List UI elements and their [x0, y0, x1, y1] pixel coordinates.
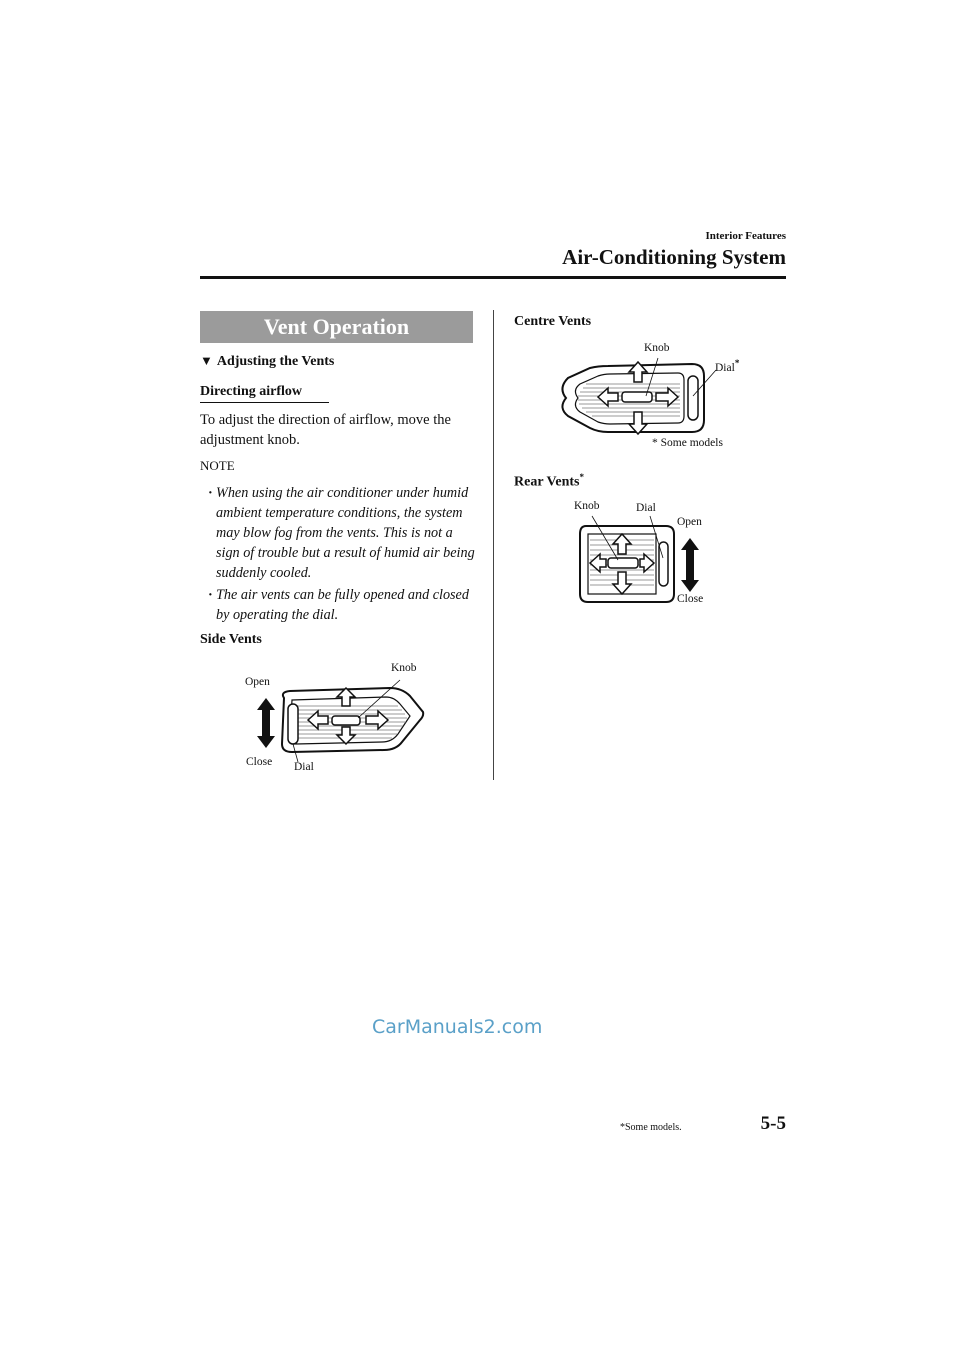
- knob-label: Knob: [644, 342, 670, 354]
- triangle-marker-icon: ▼: [200, 353, 213, 368]
- section-banner: Vent Operation: [200, 311, 473, 343]
- page-number: 5-5: [760, 1113, 786, 1134]
- header-section: Interior Features: [705, 230, 786, 242]
- sub-subheading-underline: [200, 402, 329, 403]
- knob-label: Knob: [391, 662, 417, 674]
- rear-vents-title-text: Rear Vents: [514, 474, 580, 490]
- note-label: NOTE: [200, 458, 235, 473]
- subheading-text: Adjusting the Vents: [216, 354, 335, 369]
- rear-vents-figure: [570, 498, 720, 610]
- note-item: [208, 483, 478, 583]
- centre-vents-title: Centre Vents: [514, 314, 592, 329]
- note-text: When using the air conditioner under humid ambient temperature conditions, the system may blow fog from the vents. This is not a sign of trouble but a result of humid air being suddenly cooled.: [216, 485, 475, 581]
- asterisk-mark: *: [734, 358, 740, 368]
- note-text: The air vents can be fully opened and closed by operating the dial.: [216, 587, 469, 623]
- dial-label: Dial: [294, 761, 314, 773]
- close-label: Close: [246, 756, 273, 768]
- open-label: Open: [677, 516, 702, 528]
- bullet-icon: ·: [208, 587, 213, 603]
- rear-vents-title: [514, 472, 584, 491]
- knob-label: Knob: [574, 500, 600, 512]
- asterisk-mark: *: [579, 472, 584, 482]
- centre-vents-figure: [550, 340, 750, 455]
- footnote: *Some models.: [620, 1122, 682, 1133]
- close-label: Close: [677, 593, 704, 605]
- watermark-link[interactable]: CarManuals2.com: [372, 1016, 543, 1038]
- some-models-note: * Some models: [652, 437, 723, 449]
- dial-label-text: Dial: [715, 361, 735, 374]
- header-divider: [200, 276, 786, 279]
- body-paragraph: To adjust the direction of airflow, move the adjustment knob.: [200, 412, 451, 448]
- bullet-icon: ·: [208, 485, 213, 501]
- dial-label: [715, 358, 739, 374]
- dial-label: Dial: [636, 502, 656, 514]
- subheading: [200, 353, 334, 370]
- page-title: Air-Conditioning System: [562, 245, 786, 269]
- column-divider: [493, 310, 494, 780]
- side-vents-title: Side Vents: [200, 632, 262, 647]
- note-item: [208, 585, 478, 625]
- open-label: Open: [245, 676, 270, 688]
- sub-subheading: Directing airflow: [200, 384, 302, 399]
- side-vents-figure: [240, 660, 440, 780]
